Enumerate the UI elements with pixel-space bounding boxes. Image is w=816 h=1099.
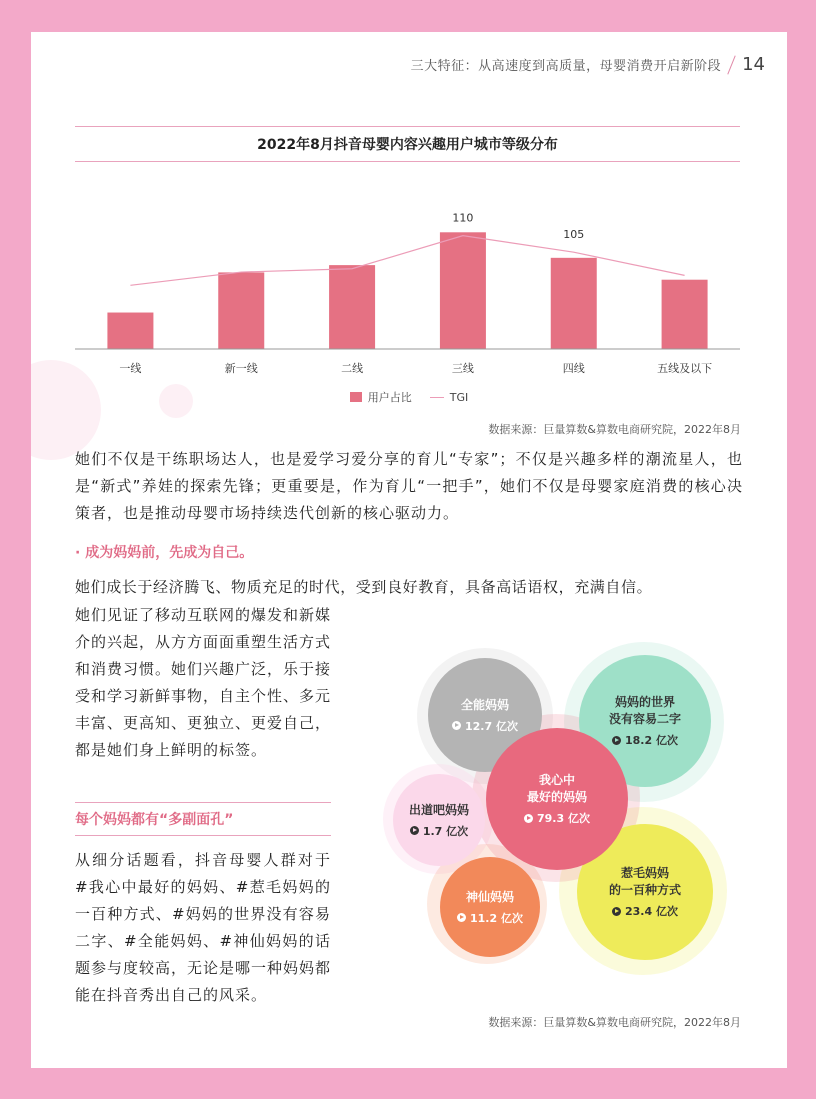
play-icon	[410, 826, 419, 835]
full-width-paragraph: 她们成长于经济腾飞、物质充足的时代，受到良好教育，具备高话语权，充满自信。	[75, 578, 653, 596]
play-icon	[524, 814, 533, 823]
intro-paragraph: 她们不仅是干练职场达人，也是爱学习爱分享的育儿“专家”；不仅是兴趣多样的潮流星人，也是“新式”养娃的探索先锋；更重要是，作为育儿“一把手”，她们不仅是母婴家庭消费的核心决策者，也是推动母婴市场持续迭代创新的核心驱动力。	[75, 450, 743, 522]
bubble-zuihao	[486, 728, 628, 870]
header-divider	[727, 55, 735, 74]
bubble-value: 23.4 亿次	[625, 905, 678, 918]
bullet-title: · 成为妈妈前，先成为自己。	[75, 545, 254, 561]
chart-title: 2022年8月抖音母婴内容兴趣用户城市等级分布	[257, 137, 558, 153]
left-column-paragraph: 她们见证了移动互联网的爆发和新媒介的兴起，从方方面面重塑生活方式和消费习惯。她们兴趣广泛，乐于接受和学习新鲜事物，自主个性、多元丰富、更高知、更独立、更爱自己，都是她们身上鲜明的标签。	[75, 606, 332, 759]
city-tier-chart	[75, 167, 740, 387]
page-header	[411, 54, 765, 75]
bar-5	[662, 280, 708, 349]
bubble-name: 妈妈的世界 没有容易二字	[608, 695, 681, 726]
report-page	[31, 32, 787, 1068]
bubble-name: 出道吧妈妈	[408, 802, 469, 817]
tgi-data-label: 105	[563, 228, 585, 242]
sub-title-bar	[75, 802, 331, 836]
bubble-source: 数据来源：巨量算数&算数电商研究院，2022年8月	[488, 1016, 741, 1029]
chart-legend	[31, 389, 787, 405]
x-tick-label: 四线	[562, 362, 585, 375]
x-tick-label: 二线	[341, 362, 364, 375]
sub-title: 每个妈妈都有“多副面孔”	[75, 812, 234, 828]
bubble-name: 神仙妈妈	[465, 889, 514, 904]
x-tick-label: 五线及以下	[657, 362, 713, 375]
bar-0	[107, 313, 153, 349]
tgi-line	[130, 236, 684, 286]
header-title: 三大特征：从高速度到高质量，母婴消费开启新阶段	[410, 59, 722, 74]
bubble-shenxian	[440, 857, 540, 957]
bar-2	[329, 265, 375, 349]
page-number: 14	[742, 54, 765, 75]
chart-title-bar	[75, 126, 740, 162]
bubble-value: 79.3 亿次	[537, 812, 590, 825]
bubble-name: 全能妈妈	[460, 697, 509, 712]
bubble-chudao	[393, 774, 485, 866]
chart-source: 数据来源：巨量算数&算数电商研究院，2022年8月	[488, 423, 741, 436]
bar-3	[440, 232, 486, 349]
x-tick-label: 一线	[119, 362, 142, 375]
legend-line-swatch	[430, 397, 444, 398]
legend-line-label: TGI	[449, 390, 469, 404]
bar-1	[218, 272, 264, 349]
bubble-value: 18.2 亿次	[625, 734, 678, 747]
play-icon	[612, 907, 621, 916]
play-icon	[452, 721, 461, 730]
play-icon	[457, 913, 466, 922]
x-tick-label: 三线	[451, 362, 474, 375]
legend-bar-label: 用户占比	[367, 391, 412, 404]
legend-bar-swatch	[350, 392, 362, 402]
tgi-data-label: 110	[452, 211, 474, 225]
bubble-value: 12.7 亿次	[465, 719, 518, 733]
bubble-value: 1.7 亿次	[422, 824, 469, 838]
x-tick-label: 新一线	[224, 362, 258, 375]
bubble-name: 惹毛妈妈 的一百种方式	[608, 866, 681, 897]
bar-4	[551, 258, 597, 349]
bottom-paragraph: 从细分话题看，抖音母婴人群对于 #我心中最好的妈妈、#惹毛妈妈的一百种方式、#妈妈的世界没有容易二字、#全能妈妈、#神仙妈妈的话题参与度较高，无论是哪一种妈妈都能在抖音秀出自己的风采。	[75, 851, 332, 1004]
bubble-name: 我心中 最好的妈妈	[526, 773, 587, 804]
play-icon	[612, 736, 621, 745]
bubble-value: 11.2 亿次	[470, 911, 523, 925]
